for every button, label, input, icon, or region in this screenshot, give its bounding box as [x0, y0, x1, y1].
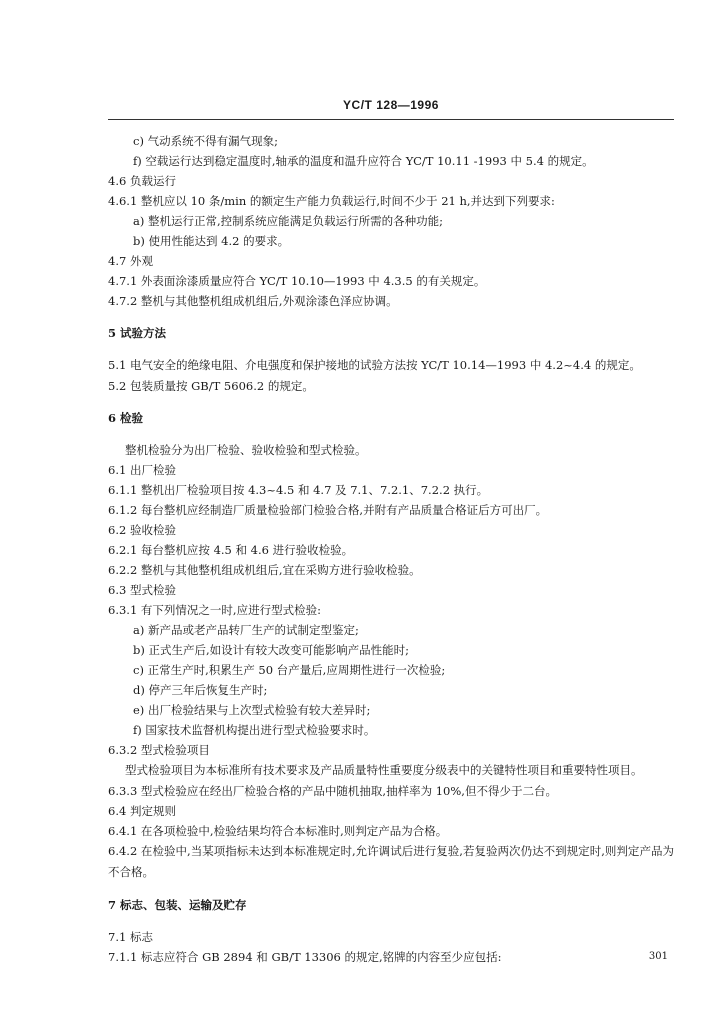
- list-item-b: b) 正式生产后,如设计有较大改变可能影响产品性能时;: [133, 643, 410, 657]
- clause-4-7-1: 4.7.1 外表面涂漆质量应符合 YC/T 10.10—1993 中 4.3.5 的有关规定。: [108, 274, 486, 288]
- clause-6-2-1: 6.2.1 每台整机应按 4.5 和 4.6 进行验收检验。: [108, 543, 354, 557]
- list-item-a: a) 新产品或老产品转厂生产的试制定型鉴定;: [133, 623, 359, 637]
- chapter-heading-5: 5 试验方法: [108, 326, 167, 340]
- section-heading-6-4: 6.4 判定规则: [108, 804, 176, 818]
- document-body: [108, 131, 674, 967]
- list-item-f: f) 国家技术监督机构提出进行型式检验要求时。: [133, 723, 376, 737]
- section-heading-6-1: 6.1 出厂检验: [108, 463, 176, 477]
- list-item-a: a) 整机运行正常,控制系统应能满足负载运行所需的各种功能;: [133, 214, 444, 228]
- clause-5-2: 5.2 包装质量按 GB/T 5606.2 的规定。: [108, 379, 314, 393]
- clause-4-7-2: 4.7.2 整机与其他整机组成机组后,外观涂漆色泽应协调。: [108, 294, 398, 308]
- paragraph-6-intro: 整机检验分为出厂检验、验收检验和型式检验。: [125, 443, 367, 457]
- clause-6-1-2: 6.1.2 每台整机应经制造厂质量检验部门检验合格,并附有产品质量合格证后方可出厂。: [108, 503, 548, 517]
- section-heading-4-6: 4.6 负载运行: [108, 174, 176, 188]
- clause-5-1: 5.1 电气安全的绝缘电阻、介电强度和保护接地的试验方法按 YC/T 10.14—1993 中 4.2~4.4 的规定。: [108, 358, 641, 372]
- paragraph-6-3-2: 型式检验项目为本标准所有技术要求及产品质量特性重要度分级表中的关键特性项目和重要特性项目。: [125, 763, 643, 777]
- list-item-c: c) 气动系统不得有漏气现象;: [133, 134, 278, 148]
- section-heading-4-7: 4.7 外观: [108, 254, 153, 268]
- clause-6-4-1: 6.4.1 在各项检验中,检验结果均符合本标准时,则判定产品为合格。: [108, 824, 448, 838]
- section-heading-6-3: 6.3 型式检验: [108, 583, 176, 597]
- clause-7-1-1: 7.1.1 标志应符合 GB 2894 和 GB/T 13306 的规定,铭牌的内容至少应包括:: [108, 950, 502, 964]
- list-item-e: e) 出厂检验结果与上次型式检验有较大差异时;: [133, 703, 371, 717]
- list-item-c: c) 正常生产时,积累生产 50 台产量后,应周期性进行一次检验;: [133, 663, 446, 677]
- list-item-d: d) 停产三年后恢复生产时;: [133, 683, 268, 697]
- clause-6-3-3: 6.3.3 型式检验应在经出厂检验合格的产品中随机抽取,抽样率为 10%,但不得少于二台。: [108, 784, 557, 798]
- running-header: YC/T 128—1996: [343, 98, 439, 112]
- clause-6-3-1: 6.3.1 有下列情况之一时,应进行型式检验:: [108, 603, 321, 617]
- list-item-b: b) 使用性能达到 4.2 的要求。: [133, 234, 290, 248]
- header-rule: [108, 119, 674, 120]
- clause-6-4-2: 6.4.2 在检验中,当某项指标未达到本标准规定时,允许调试后进行复验,若复验两次仍达不到规定时,则判定产品为不合格。: [108, 844, 674, 879]
- chapter-heading-7: 7 标志、包装、运输及贮存: [108, 898, 247, 912]
- section-heading-7-1: 7.1 标志: [108, 930, 153, 944]
- list-item-f: f) 空载运行达到稳定温度时,轴承的温度和温升应符合 YC/T 10.11 -1993 中 5.4 的规定。: [133, 154, 594, 168]
- clause-6-1-1: 6.1.1 整机出厂检验项目按 4.3~4.5 和 4.7 及 7.1、7.2.1、7.2.2 执行。: [108, 483, 489, 497]
- clause-6-2-2: 6.2.2 整机与其他整机组成机组后,宜在采购方进行验收检验。: [108, 563, 421, 577]
- page-number: 301: [648, 951, 668, 962]
- chapter-heading-6: 6 检验: [108, 411, 144, 425]
- section-heading-6-2: 6.2 验收检验: [108, 523, 176, 537]
- clause-6-3-2: 6.3.2 型式检验项目: [108, 743, 210, 757]
- clause-4-6-1: 4.6.1 整机应以 10 条/min 的额定生产能力负载运行,时间不少于 21 h,并达到下列要求:: [108, 194, 555, 208]
